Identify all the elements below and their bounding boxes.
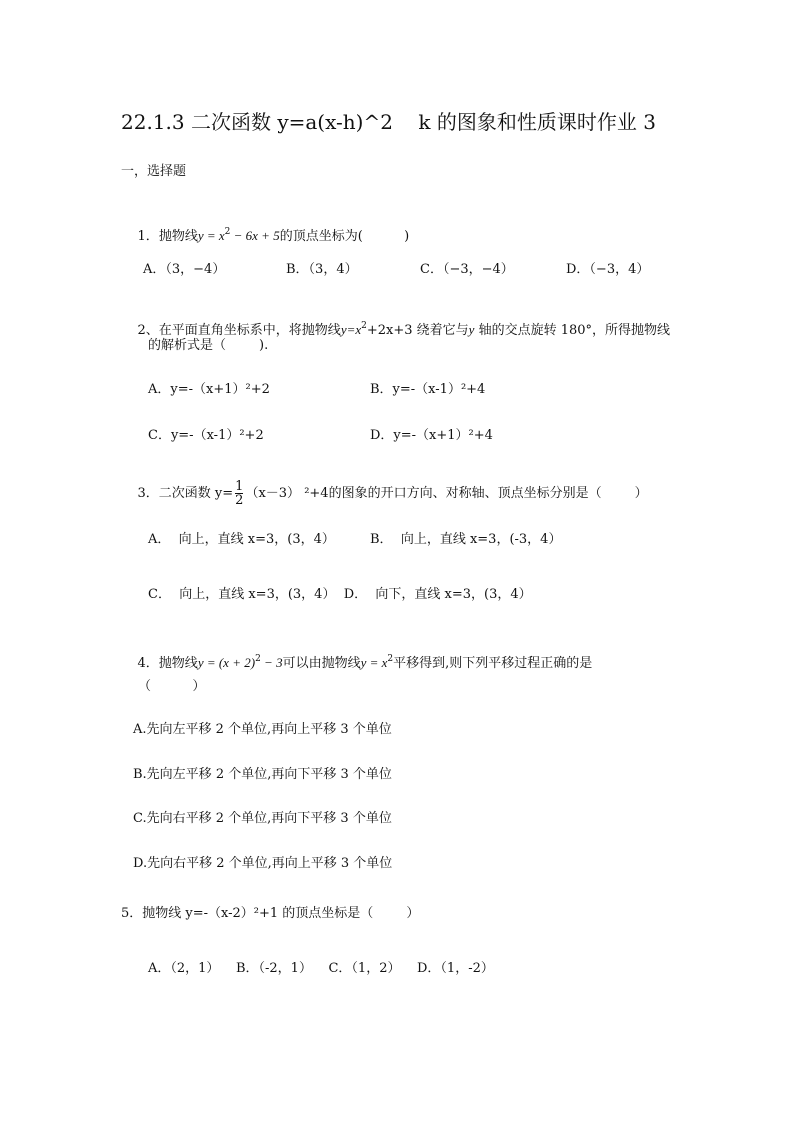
q5-options: A．（2，1） B．（-2，1） C．（1，2） D．（1，-2） xyxy=(148,961,494,976)
question-4-line-2: （ ） xyxy=(138,679,206,694)
question-2-axis: y xyxy=(468,322,475,337)
question-1-post: 的顶点坐标为( ) xyxy=(279,229,410,244)
q1-option-d: D．（−3，4） xyxy=(566,262,650,277)
q3-option-a: A． 向上，直线 x=3，(3，4） xyxy=(148,532,335,547)
q1-option-b: B．（3，4） xyxy=(286,262,358,277)
question-4-expr-1: y = (x + 2) xyxy=(197,655,256,670)
fraction-denominator: 2 xyxy=(235,493,244,508)
question-4-mid: 可以由抛物线 xyxy=(282,656,361,671)
question-4-exponent-2: 2 xyxy=(387,654,394,664)
q2-option-a: A．y=-（x+1）²+2 xyxy=(148,382,270,397)
question-2-expr: y=x xyxy=(340,322,362,337)
question-2-line-2: 的解析式是（ ). xyxy=(148,338,269,353)
q2-option-d: D．y=-（x+1）²+4 xyxy=(370,428,493,443)
question-5: 5．抛物线 y=-（x-2）²+1 的顶点坐标是（ ） xyxy=(121,906,420,921)
question-1-expr-a: y = x xyxy=(197,228,225,243)
question-1 xyxy=(121,210,409,259)
q1-option-a: A．（3，−4） xyxy=(143,262,226,277)
q3-option-b: B． 向上，直线 x=3，(-3，4） xyxy=(370,532,562,547)
document-title: 22.1.3 二次函数 y=a(x-h)^2 k 的图象和性质课时作业 3 xyxy=(121,110,656,134)
q1-option-c: C．（−3，−4） xyxy=(420,262,514,277)
question-1-expr-b: − 6x + 5 xyxy=(230,228,280,243)
question-3-fraction xyxy=(235,480,243,507)
question-4-pre: 4．抛物线 xyxy=(137,656,198,671)
q2-option-b: B．y=-（x-1）²+4 xyxy=(370,382,486,397)
section-heading: 一，选择题 xyxy=(121,164,187,179)
question-4-expr-1b: − 3 xyxy=(260,655,283,670)
question-3-pre: 3．二次函数 y= xyxy=(137,486,234,501)
question-3 xyxy=(121,465,648,522)
question-4-post: 平移得到,则下列平移过程正确的是 xyxy=(393,656,593,671)
question-4-exponent-1: 2 xyxy=(255,654,261,664)
question-1-pre: 抛物线 xyxy=(158,229,198,244)
q2-option-c: C．y=-（x-1）²+2 xyxy=(148,428,264,443)
q3-option-cd: C． 向上，直线 x=3，(3，4） D． 向下，直线 x=3，(3，4） xyxy=(148,587,532,602)
q4-option-b: B.先向左平移 2 个单位,再向下平移 3 个单位 xyxy=(133,767,392,782)
question-3-post: （x－3） ²+4的图象的开口方向、对称轴、顶点坐标分别是（ ） xyxy=(245,486,648,501)
question-4-expr-2: y = x xyxy=(360,655,388,670)
question-2-line-1: 2、在平面直角坐标系中，将抛物线$y=x^2+2x+3$ 绕着它与y 轴的交点旋转 180°，所得抛物线 xyxy=(137,321,671,338)
q4-option-a: A.先向左平移 2 个单位,再向上平移 3 个单位 xyxy=(133,722,392,737)
q4-option-d: D.先向右平移 2 个单位,再向上平移 3 个单位 xyxy=(133,856,393,871)
question-2-text-c: +2x+3 绕着它与 xyxy=(366,323,469,338)
fraction-numerator: 1 xyxy=(235,479,244,494)
question-2-text-e: 轴的交点旋转 180°，所得抛物线 xyxy=(474,323,671,338)
question-1-number: 1． xyxy=(137,229,159,244)
question-1-exponent: 2 xyxy=(224,227,231,237)
q4-option-c: C.先向右平移 2 个单位,再向下平移 3 个单位 xyxy=(133,811,392,826)
question-2-text-a: 2、在平面直角坐标系中，将抛物线 xyxy=(137,323,341,338)
